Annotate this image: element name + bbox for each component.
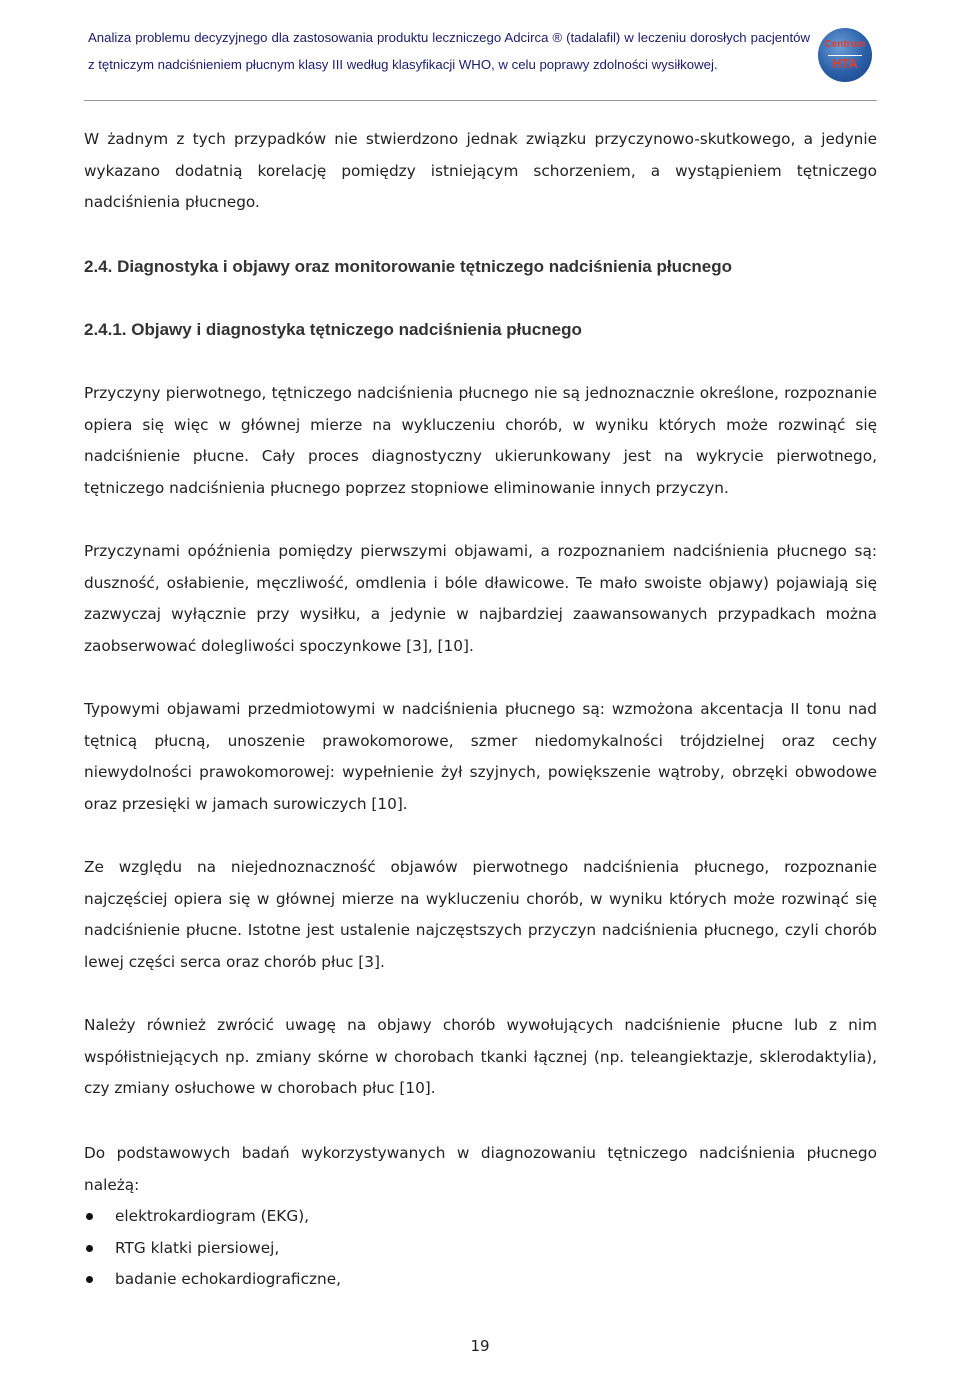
centrum-hta-logo [818,28,872,82]
list-item [84,1233,341,1265]
list-item [84,1201,341,1233]
paragraph: Należy również zwrócić uwagę na objawy chorób wywołujących nadciśnienie płucne lub z nim współistniejących np. zmiany skórne w chorobach tkanki łącznej (np. teleangiektazje, sklerodaktylia), czy zmiany osłuchowe w chorobach płuc [10]. [84,1016,877,1097]
subsection-heading: 2.4.1. Objawy i diagnostyka tętniczego nadciśnienia płucnego [84,320,582,339]
list-item-text: badanie echokardiograficzne, [115,1270,341,1288]
bullet-icon [86,1276,93,1283]
logo-top-text: Centrum [824,39,866,50]
list-item-text: elektrokardiogram (EKG), [115,1207,310,1225]
logo-bottom-text: HTA [832,56,858,71]
list-item-text: RTG klatki piersiowej, [115,1238,280,1257]
section-heading: 2.4. Diagnostyka i objawy oraz monitorowanie tętniczego nadciśnienia płucnego [84,257,733,276]
header-title: Analiza problemu decyzyjnego dla zastosowania produktu leczniczego Adcirca ® (tadalafil) w leczeniu dorosłych pacjentów z tętniczym nadciśnieniem płucnym klasy III według klasyfikacji WHO, w celu poprawy zdolności wysiłkowej. [88,30,810,72]
bullet-icon [86,1213,93,1220]
page-header [88,24,878,102]
paragraph: Przyczyny pierwotnego, tętniczego nadciśnienia płucnego nie są jednoznacznie określone, rozpoznanie opiera się więc w głównej mierze na wykluczeniu chorób, w wyniku których może rozwinąć się nadciśnienie płucne. Cały proces diagnostyczny ukierunkowany jest na wykrycie pierwotnego, tętniczego nadciśnienia płucnego poprzez stopniowe eliminowanie innych przyczyn. [84,384,877,497]
paragraph: Typowymi objawami przedmiotowymi w nadciśnienia płucnego są: wzmożona akcentacja II tonu nad tętnicą płucną, unoszenie prawokomorowe, szmer niedomykalności trójdzielnej oraz cechy niewydolności prawokomorowej: wypełnienie żył szyjnych, powiększenie wątroby, obrzęki obwodowe oraz przesięki w jamach surowiczych [10]. [84,700,877,813]
header-divider [84,100,877,101]
paragraph: Ze względu na niejednoznaczność objawów pierwotnego nadciśnienia płucnego, rozpoznanie najczęściej opiera się w głównej mierze na wykluczeniu chorób, w wyniku których może rozwinąć się nadciśnienie płucne. Istotne jest ustalenie najczęstszych przyczyn nadciśnienia płucnego, czyli chorób lewej części serca oraz chorób płuc [3]. [84,858,877,971]
paragraph: W żadnym z tych przypadków nie stwierdzono jednak związku przyczynowo-skutkowego, a jedynie wykazano dodatnią korelację pomiędzy istniejącym schorzeniem, a wystąpieniem tętniczego nadciśnienia płucnego. [84,130,877,211]
list-item [84,1264,341,1296]
bullet-list [84,1201,341,1296]
paragraph: Przyczynami opóźnienia pomiędzy pierwszymi objawami, a rozpoznaniem nadciśnienia płucnego są: duszność, osłabienie, męczliwość, omdlenia i bóle dławicowe. Te mało swoiste objawy) pojawiają się zazwyczaj wyłącznie przy wysiłku, a jedynie w najbardziej zaawansowanych przypadkach można zaobserwować dolegliwości spoczynkowe [3], [10]. [84,542,877,655]
page-number: 19 [470,1337,490,1355]
paragraph: Do podstawowych badań wykorzystywanych w diagnozowaniu tętniczego nadciśnienia płucnego należą: [84,1144,877,1194]
bullet-icon [86,1245,93,1252]
